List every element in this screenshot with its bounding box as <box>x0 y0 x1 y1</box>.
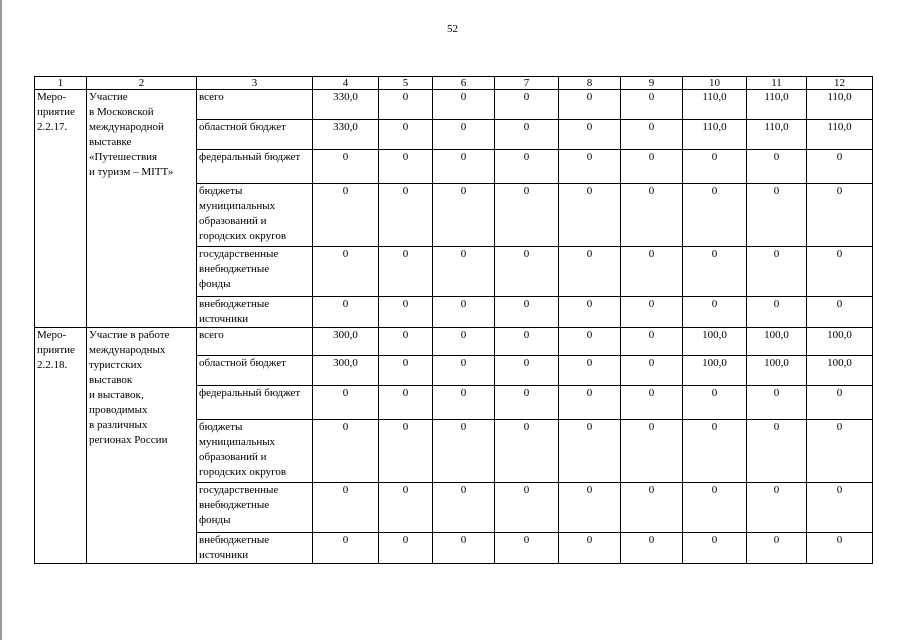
amount-cell: 0 <box>683 420 747 483</box>
column-header: 6 <box>433 77 495 90</box>
amount-cell: 0 <box>495 483 559 533</box>
amount-cell: 0 <box>621 386 683 420</box>
amount-cell: 110,0 <box>807 120 873 150</box>
amount-cell: 0 <box>433 420 495 483</box>
amount-cell: 0 <box>621 420 683 483</box>
amount-cell: 0 <box>559 420 621 483</box>
amount-cell: 0 <box>747 247 807 297</box>
amount-cell: 0 <box>379 533 433 564</box>
amount-cell: 0 <box>807 483 873 533</box>
amount-cell: 0 <box>559 297 621 328</box>
amount-cell: 0 <box>621 483 683 533</box>
amount-cell: 0 <box>807 184 873 247</box>
amount-cell: 0 <box>379 297 433 328</box>
funding-source: областной бюджет <box>197 356 313 386</box>
amount-cell: 0 <box>495 90 559 120</box>
funding-source: внебюджетные источники <box>197 297 313 328</box>
amount-cell: 0 <box>559 483 621 533</box>
amount-cell: 0 <box>495 247 559 297</box>
amount-cell: 0 <box>621 533 683 564</box>
amount-cell: 100,0 <box>747 356 807 386</box>
amount-cell: 0 <box>807 297 873 328</box>
funding-source: внебюджетные источники <box>197 533 313 564</box>
amount-cell: 0 <box>313 386 379 420</box>
amount-cell: 0 <box>433 120 495 150</box>
amount-cell: 0 <box>379 356 433 386</box>
amount-cell: 0 <box>313 247 379 297</box>
amount-cell: 0 <box>379 120 433 150</box>
scan-edge <box>0 0 2 640</box>
amount-cell: 0 <box>747 150 807 184</box>
amount-cell: 0 <box>559 247 621 297</box>
column-header: 5 <box>379 77 433 90</box>
amount-cell: 0 <box>807 150 873 184</box>
amount-cell: 0 <box>495 120 559 150</box>
amount-cell: 330,0 <box>313 120 379 150</box>
amount-cell: 330,0 <box>313 90 379 120</box>
amount-cell: 0 <box>379 247 433 297</box>
amount-cell: 100,0 <box>683 356 747 386</box>
amount-cell: 0 <box>433 533 495 564</box>
amount-cell: 0 <box>807 420 873 483</box>
amount-cell: 0 <box>621 247 683 297</box>
amount-cell: 0 <box>621 120 683 150</box>
amount-cell: 0 <box>747 297 807 328</box>
amount-cell: 0 <box>683 297 747 328</box>
amount-cell: 0 <box>495 150 559 184</box>
amount-cell: 110,0 <box>683 120 747 150</box>
funding-source: государственные внебюджетные фонды <box>197 247 313 297</box>
amount-cell: 0 <box>379 483 433 533</box>
amount-cell: 0 <box>621 184 683 247</box>
funding-source: федеральный бюджет <box>197 150 313 184</box>
amount-cell: 100,0 <box>683 328 747 356</box>
amount-cell: 0 <box>747 483 807 533</box>
amount-cell: 100,0 <box>807 328 873 356</box>
budget-table <box>34 76 873 564</box>
amount-cell: 0 <box>495 297 559 328</box>
amount-cell: 0 <box>495 328 559 356</box>
amount-cell: 0 <box>621 297 683 328</box>
amount-cell: 0 <box>683 483 747 533</box>
column-header: 1 <box>35 77 87 90</box>
column-header: 8 <box>559 77 621 90</box>
amount-cell: 0 <box>495 533 559 564</box>
amount-cell: 0 <box>433 483 495 533</box>
amount-cell: 0 <box>683 150 747 184</box>
amount-cell: 0 <box>495 356 559 386</box>
amount-cell: 0 <box>433 386 495 420</box>
amount-cell: 0 <box>559 328 621 356</box>
column-header: 12 <box>807 77 873 90</box>
amount-cell: 0 <box>379 386 433 420</box>
amount-cell: 0 <box>495 386 559 420</box>
funding-source: всего <box>197 90 313 120</box>
amount-cell: 0 <box>807 533 873 564</box>
amount-cell: 100,0 <box>807 356 873 386</box>
amount-cell: 110,0 <box>683 90 747 120</box>
amount-cell: 0 <box>495 184 559 247</box>
amount-cell: 110,0 <box>747 120 807 150</box>
event-name: Участие в работе международных туристских выставок и выставок, проводимых в различных регионах России <box>87 328 197 564</box>
event-code: Меро- приятие 2.2.18. <box>35 328 87 564</box>
amount-cell: 0 <box>433 150 495 184</box>
header-row <box>35 77 873 90</box>
amount-cell: 0 <box>313 420 379 483</box>
amount-cell: 100,0 <box>747 328 807 356</box>
amount-cell: 0 <box>495 420 559 483</box>
amount-cell: 110,0 <box>807 90 873 120</box>
funding-source: областной бюджет <box>197 120 313 150</box>
amount-cell: 0 <box>559 150 621 184</box>
amount-cell: 0 <box>683 386 747 420</box>
amount-cell: 0 <box>559 533 621 564</box>
amount-cell: 0 <box>747 533 807 564</box>
amount-cell: 0 <box>433 297 495 328</box>
amount-cell: 0 <box>379 150 433 184</box>
funding-source: бюджеты муниципальных образований и городских округов <box>197 420 313 483</box>
amount-cell: 110,0 <box>747 90 807 120</box>
amount-cell: 0 <box>379 90 433 120</box>
funding-source: бюджеты муниципальных образований и городских округов <box>197 184 313 247</box>
table-body <box>35 90 873 564</box>
column-header: 11 <box>747 77 807 90</box>
column-header: 7 <box>495 77 559 90</box>
amount-cell: 0 <box>747 420 807 483</box>
page-number: 52 <box>447 23 458 35</box>
amount-cell: 300,0 <box>313 328 379 356</box>
amount-cell: 0 <box>559 386 621 420</box>
amount-cell: 0 <box>433 247 495 297</box>
column-header: 10 <box>683 77 747 90</box>
table-row <box>35 90 873 120</box>
amount-cell: 0 <box>559 356 621 386</box>
amount-cell: 0 <box>433 90 495 120</box>
column-header: 2 <box>87 77 197 90</box>
amount-cell: 0 <box>621 150 683 184</box>
amount-cell: 0 <box>747 184 807 247</box>
amount-cell: 0 <box>559 90 621 120</box>
funding-source: государственные внебюджетные фонды <box>197 483 313 533</box>
amount-cell: 0 <box>379 184 433 247</box>
amount-cell: 0 <box>747 386 807 420</box>
amount-cell: 0 <box>433 184 495 247</box>
amount-cell: 0 <box>313 150 379 184</box>
funding-source: всего <box>197 328 313 356</box>
column-header: 4 <box>313 77 379 90</box>
column-header: 9 <box>621 77 683 90</box>
amount-cell: 0 <box>807 247 873 297</box>
funding-source: федеральный бюджет <box>197 386 313 420</box>
amount-cell: 0 <box>313 184 379 247</box>
table-row <box>35 328 873 356</box>
amount-cell: 0 <box>683 247 747 297</box>
amount-cell: 0 <box>807 386 873 420</box>
column-header: 3 <box>197 77 313 90</box>
event-code: Меро- приятие 2.2.17. <box>35 90 87 328</box>
amount-cell: 0 <box>621 90 683 120</box>
amount-cell: 0 <box>379 328 433 356</box>
amount-cell: 0 <box>559 120 621 150</box>
amount-cell: 0 <box>379 420 433 483</box>
amount-cell: 0 <box>313 533 379 564</box>
amount-cell: 0 <box>313 297 379 328</box>
amount-cell: 0 <box>433 356 495 386</box>
amount-cell: 300,0 <box>313 356 379 386</box>
amount-cell: 0 <box>683 184 747 247</box>
amount-cell: 0 <box>433 328 495 356</box>
amount-cell: 0 <box>313 483 379 533</box>
event-name: Участие в Московской международной выставке «Путешествия и туризм – МІТТ» <box>87 90 197 328</box>
amount-cell: 0 <box>559 184 621 247</box>
amount-cell: 0 <box>621 328 683 356</box>
amount-cell: 0 <box>621 356 683 386</box>
amount-cell: 0 <box>683 533 747 564</box>
